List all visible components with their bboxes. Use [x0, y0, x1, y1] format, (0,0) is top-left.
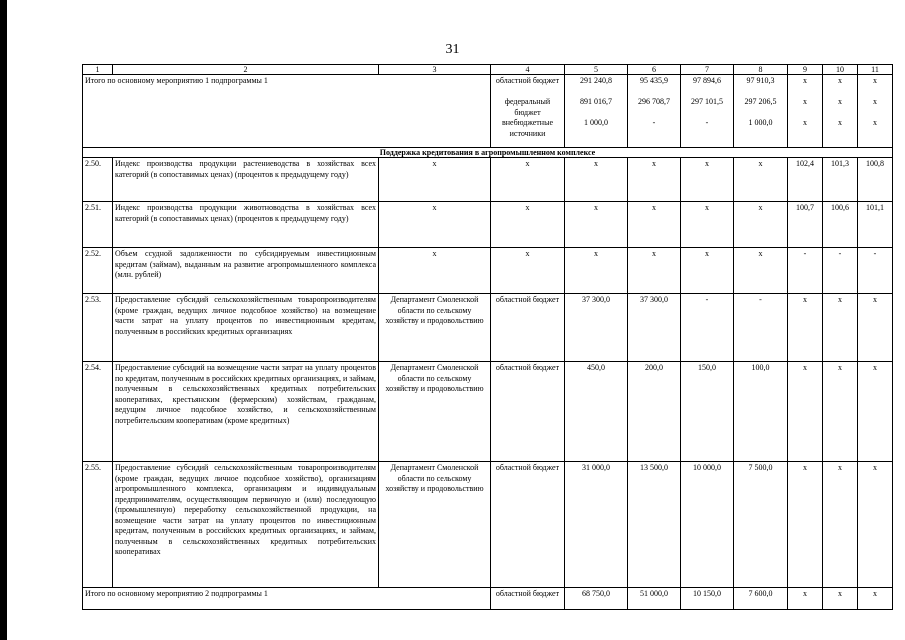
row-description: Индекс производства продукции растениеводства в хозяйствах всех категорий (в сопоставимых ценах) (процентов к предыдущему году) — [113, 158, 379, 202]
cell: х — [823, 588, 858, 610]
value: х — [838, 97, 842, 106]
funding-source: областной бюджет — [491, 588, 565, 610]
cell: - — [681, 294, 734, 362]
source-line: внебюджетные источники — [502, 118, 553, 138]
cell: 10 150,0 — [681, 588, 734, 610]
cell: х — [628, 202, 681, 248]
table-row — [83, 248, 893, 294]
cell: 7 500,0 — [734, 462, 788, 588]
row-description: Индекс производства продукции животноводства в хозяйствах всех категорий (в сопоставимых ценах) (процентов к предыдущему году) — [113, 202, 379, 248]
cell: 101,3 — [823, 158, 858, 202]
value: х — [803, 97, 807, 106]
total-label: Итого по основному мероприятию 2 подпрограммы 1 — [83, 588, 491, 610]
value: х — [838, 76, 842, 85]
cell: х — [734, 202, 788, 248]
value: х — [803, 76, 807, 85]
col-header: 9 — [788, 65, 823, 75]
table-row — [83, 294, 893, 362]
cell: х — [628, 248, 681, 294]
cell: х — [823, 362, 858, 462]
value: х — [873, 118, 877, 127]
col-header: 3 — [379, 65, 491, 75]
col7-values — [681, 75, 734, 148]
funding-source: х — [491, 248, 565, 294]
cell: х — [823, 462, 858, 588]
source-line: федеральный бюджет — [504, 97, 551, 117]
col-header: 2 — [113, 65, 379, 75]
executor: х — [379, 248, 491, 294]
cell: х — [788, 462, 823, 588]
cell: 100,7 — [788, 202, 823, 248]
cell: 51 000,0 — [628, 588, 681, 610]
value: 1 000,0 — [584, 118, 608, 127]
cell: х — [788, 362, 823, 462]
row-description: Предоставление субсидий на возмещение части затрат на уплату процентов по кредитам, полученным в российских кредитных организациях, и займам, полученным в сельскохозяйственных кредитных потребительских кооперативах, крестьянским (фермерским) хозяйствам, гражданам, ведущим личное подсобное хозяйство, и сельскохозяйственным потребительским кооперативам (кроме кредитных) — [113, 362, 379, 462]
value: - — [705, 118, 709, 127]
row-number: 2.53. — [83, 294, 113, 362]
value: 891 016,7 — [580, 97, 612, 106]
cell: х — [788, 294, 823, 362]
col-header: 4 — [491, 65, 565, 75]
col8-values — [734, 75, 788, 148]
value: 296 708,7 — [638, 97, 670, 106]
cell: х — [565, 158, 628, 202]
cell: х — [858, 294, 893, 362]
cell: х — [858, 362, 893, 462]
cell: 37 300,0 — [628, 294, 681, 362]
value: - — [652, 118, 656, 127]
value: х — [873, 76, 877, 85]
executor: Департамент Смоленской области по сельскому хозяйству и продовольствию — [379, 362, 491, 462]
funding-source: х — [491, 158, 565, 202]
cell: х — [681, 248, 734, 294]
col-header: 8 — [734, 65, 788, 75]
funding-sources — [491, 75, 565, 148]
value: х — [803, 118, 807, 127]
col-header: 11 — [858, 65, 893, 75]
row-number: 2.55. — [83, 462, 113, 588]
value: 297 206,5 — [744, 97, 777, 106]
source-line: областной бюджет — [495, 76, 560, 85]
cell: х — [681, 202, 734, 248]
row-description: Предоставление субсидий сельскохозяйственным товаропроизводителям (кроме граждан, ведущих личное подсобное хозяйство) на возмещение части затрат на уплату процентов по инвестиционным кредитам, полученным в российских кредитных организациях — [113, 294, 379, 362]
cell: 68 750,0 — [565, 588, 628, 610]
cell: 102,4 — [788, 158, 823, 202]
cell: х — [628, 158, 681, 202]
cell: 10 000,0 — [681, 462, 734, 588]
total-row-2 — [83, 588, 893, 610]
cell: - — [823, 248, 858, 294]
cell: х — [565, 202, 628, 248]
cell: 450,0 — [565, 362, 628, 462]
cell: х — [788, 588, 823, 610]
cell: х — [858, 462, 893, 588]
cell: 31 000,0 — [565, 462, 628, 588]
cell: - — [788, 248, 823, 294]
row-number: 2.54. — [83, 362, 113, 462]
row-number: 2.52. — [83, 248, 113, 294]
executor: х — [379, 202, 491, 248]
row-number: 2.51. — [83, 202, 113, 248]
budget-table — [82, 64, 893, 610]
col11-values — [858, 75, 893, 148]
col-header: 6 — [628, 65, 681, 75]
cell: 150,0 — [681, 362, 734, 462]
cell: 13 500,0 — [628, 462, 681, 588]
col9-values — [788, 75, 823, 148]
table-row — [83, 362, 893, 462]
value: 97 894,6 — [693, 76, 721, 85]
col-header: 5 — [565, 65, 628, 75]
page-number: 31 — [445, 42, 460, 57]
cell: х — [823, 294, 858, 362]
value: 97 910,3 — [746, 76, 775, 85]
table-row — [83, 158, 893, 202]
col-header: 10 — [823, 65, 858, 75]
cell: х — [734, 248, 788, 294]
value: 297 101,5 — [691, 97, 723, 106]
col10-values — [823, 75, 858, 148]
scan-edge — [0, 0, 7, 640]
cell: 101,1 — [858, 202, 893, 248]
col-header: 7 — [681, 65, 734, 75]
row-description: Предоставление субсидий сельскохозяйственным товаропроизводителям (кроме граждан, ведущих личное подсобное хозяйство), организациям агропромышленного комплекса, организациям и индивидуальным предпринимателям, осуществляющим первичную и (или) последующую (промышленную) переработку сельскохозяйственной продукции, на возмещение части затрат на уплату процентов по инвестиционным кредитам, полученным в российских кредитных организациях, и займам, полученным в сельскохозяйственных кредитных потребительских кооперативах — [113, 462, 379, 588]
cell: 200,0 — [628, 362, 681, 462]
col5-values — [565, 75, 628, 148]
section-title: Поддержка кредитования в агропромышленном комплексе — [83, 148, 893, 158]
total-label: Итого по основному мероприятию 1 подпрограммы 1 — [83, 75, 491, 148]
section-row — [83, 148, 893, 158]
executor: Департамент Смоленской области по сельскому хозяйству и продовольствию — [379, 294, 491, 362]
cell: х — [734, 158, 788, 202]
cell: 7 600,0 — [734, 588, 788, 610]
cell: - — [734, 294, 788, 362]
executor: х — [379, 158, 491, 202]
col-header: 1 — [83, 65, 113, 75]
value: 95 435,9 — [640, 76, 668, 85]
funding-source: х — [491, 202, 565, 248]
cell: х — [681, 158, 734, 202]
cell: 100,6 — [823, 202, 858, 248]
funding-source: областной бюджет — [491, 294, 565, 362]
executor: Департамент Смоленской области по сельскому хозяйству и продовольствию — [379, 462, 491, 588]
value: 1 000,0 — [748, 118, 773, 127]
table-row — [83, 202, 893, 248]
value: 291 240,8 — [580, 76, 612, 85]
table-row — [83, 462, 893, 588]
total-row-1 — [83, 75, 893, 148]
cell: х — [858, 588, 893, 610]
cell: 100,8 — [858, 158, 893, 202]
cell: х — [565, 248, 628, 294]
value: х — [838, 118, 842, 127]
column-number-row — [83, 65, 893, 75]
value: х — [873, 97, 877, 106]
funding-source: областной бюджет — [491, 462, 565, 588]
col6-values — [628, 75, 681, 148]
cell: - — [858, 248, 893, 294]
cell: 100,0 — [734, 362, 788, 462]
cell: 37 300,0 — [565, 294, 628, 362]
funding-source: областной бюджет — [491, 362, 565, 462]
row-description: Объем ссудной задолженности по субсидируемым инвестиционным кредитам (займам), выданным на развитие агропромышленного комплекса (млн. рублей) — [113, 248, 379, 294]
row-number: 2.50. — [83, 158, 113, 202]
